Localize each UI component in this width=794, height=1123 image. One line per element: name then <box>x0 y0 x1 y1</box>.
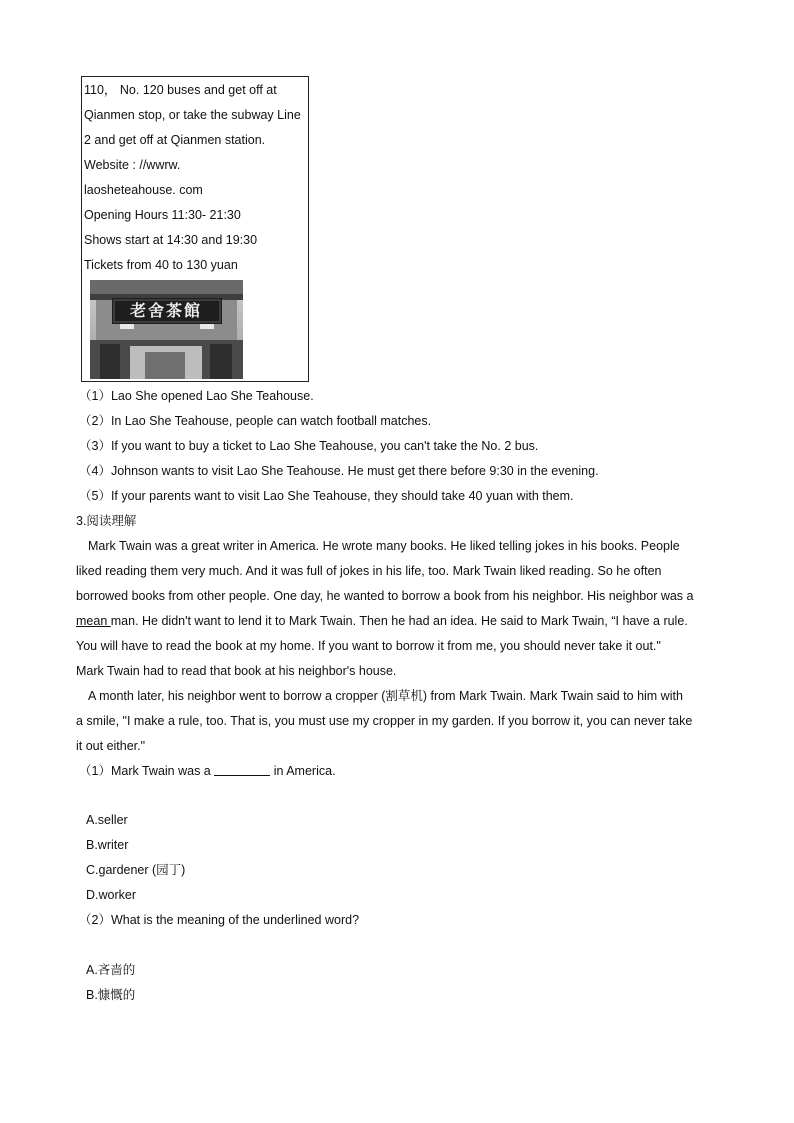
opening-hours: Opening Hours 11:30- 21:30 <box>84 208 241 222</box>
passage-line-rest: man. He didn't want to lend it to Mark Twain. Then he had an idea. He said to Mark Twain, “I have a rule. <box>110 614 688 628</box>
passage-line <box>76 613 688 629</box>
info-line: Website : //wwrw. <box>84 158 181 172</box>
statement-5: （5）If your parents want to visit Lao She Teahouse, they should take 40 yuan with them. <box>79 489 574 503</box>
statement-1: （1）Lao She opened Lao She Teahouse. <box>79 389 314 403</box>
teahouse-photo <box>90 280 243 379</box>
teahouse-sign-text: 老舍茶館 <box>130 301 203 320</box>
passage-line: You will have to read the book at my home. If you want to borrow it from me, you should never take it out." <box>76 639 661 653</box>
answer-blank[interactable] <box>214 763 270 776</box>
info-line: 2 and get off at Qianmen station. <box>84 133 266 147</box>
option-b[interactable]: B.慷慨的 <box>86 988 136 1002</box>
underlined-word: mean <box>76 614 111 628</box>
question-1-text: （1）Mark Twain was a <box>79 764 215 778</box>
passage-line: Mark Twain was a great writer in America. He wrote many books. He liked telling jokes in his books. People <box>88 539 680 553</box>
question-1 <box>79 763 336 779</box>
passage-line: A month later, his neighbor went to borrow a cropper (割草机) from Mark Twain. Mark Twain said to him with <box>88 689 683 703</box>
passage-line: a smile, "I make a rule, too. That is, you must use my cropper in my garden. If you borrow it, you can never take <box>76 714 693 728</box>
passage-line: borrowed books from other people. One day, he wanted to borrow a book from his neighbor. His neighbor was a <box>76 589 694 603</box>
statement-4: （4）Johnson wants to visit Lao She Teahouse. He must get there before 9:30 in the evening. <box>79 464 599 478</box>
option-a[interactable]: A.seller <box>86 813 128 827</box>
ticket-price: Tickets from 40 to 130 yuan <box>84 258 238 272</box>
option-c[interactable]: C.gardener (园丁) <box>86 863 186 877</box>
info-line: 110， No. 120 buses and get off at <box>84 83 277 97</box>
question-2: （2）What is the meaning of the underlined word? <box>79 913 360 927</box>
question-1-text-end: in America. <box>270 764 336 778</box>
statement-2: （2）In Lao She Teahouse, people can watch football matches. <box>79 414 432 428</box>
info-line: Qianmen stop, or take the subway Line <box>84 108 301 122</box>
show-times: Shows start at 14:30 and 19:30 <box>84 233 258 247</box>
option-d[interactable]: D.worker <box>86 888 137 902</box>
passage-line: it out either." <box>76 739 146 753</box>
passage-line: Mark Twain had to read that book at his neighbor's house. <box>76 664 397 678</box>
passage-line: liked reading them very much. And it was full of jokes in his life, too. Mark Twain liked reading. So he often <box>76 564 662 578</box>
statement-3: （3）If you want to buy a ticket to Lao She Teahouse, you can't take the No. 2 bus. <box>79 439 539 453</box>
option-a[interactable]: A.吝啬的 <box>86 963 136 977</box>
option-b[interactable]: B.writer <box>86 838 129 852</box>
section-title: 3.阅读理解 <box>76 514 137 528</box>
info-line: laosheteahouse. com <box>84 183 203 197</box>
